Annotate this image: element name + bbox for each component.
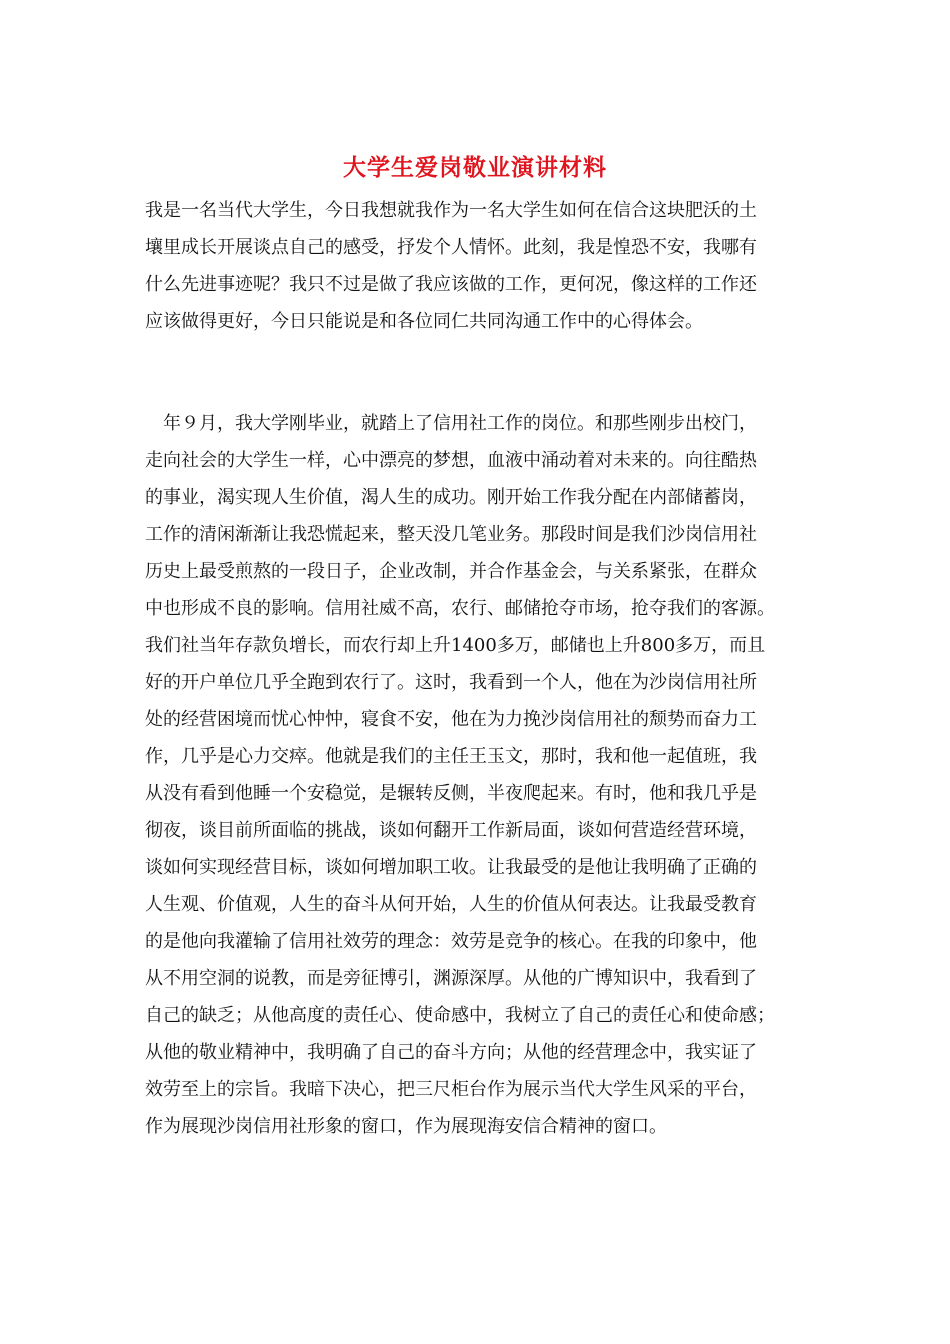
paragraph-line: 的是他向我灌输了信用社效劳的理念：效劳是竞争的核心。在我的印象中，他 bbox=[145, 931, 757, 952]
paragraph-line: 自己的缺乏；从他高度的责任心、使命感中，我树立了自己的责任心和使命感； bbox=[145, 1005, 775, 1026]
paragraph-line: 我是一名当代大学生，今日我想就我作为一名大学生如何在信合这块肥沃的土 bbox=[145, 200, 757, 221]
paragraph-line: 的事业，渴实现人生价值，渴人生的成功。刚开始工作我分配在内部储蓄岗， bbox=[145, 487, 757, 508]
paragraph-line: 谈如何实现经营目标，谈如何增加职工收。让我最受的是他让我明确了正确的 bbox=[145, 857, 757, 878]
paragraph-line: 我们社当年存款负增长，而农行却上升1400多万，邮储也上升800多万，而且 bbox=[145, 635, 766, 656]
paragraph-line: 中也形成不良的影响。信用社威不高，农行、邮储抢夺市场，抢夺我们的客源。 bbox=[145, 598, 775, 619]
paragraph-line: 好的开户单位几乎全跑到农行了。这时，我看到一个人，他在为沙岗信用社所 bbox=[145, 672, 757, 693]
paragraph-line: 工作的清闲渐渐让我恐慌起来，整天没几笔业务。那段时间是我们沙岗信用社 bbox=[145, 524, 757, 545]
paragraph-line: 什么先进事迹呢？我只不过是做了我应该做的工作，更何况，像这样的工作还 bbox=[145, 274, 757, 295]
paragraph-line: 处的经营困境而忧心忡忡，寝食不安，他在为力挽沙岗信用社的颓势而奋力工 bbox=[145, 709, 757, 730]
paragraph-line: 年９月，我大学刚毕业，就踏上了信用社工作的岗位。和那些刚步出校门， bbox=[145, 413, 757, 434]
paragraph-line: 效劳至上的宗旨。我暗下决心，把三尺柜台作为展示当代大学生风采的平台， bbox=[145, 1079, 757, 1100]
paragraph-line: 从他的敬业精神中，我明确了自己的奋斗方向；从他的经营理念中，我实证了 bbox=[145, 1042, 757, 1063]
paragraph-line: 从不用空洞的说教，而是旁征博引，渊源深厚。从他的广博知识中，我看到了 bbox=[145, 968, 757, 989]
paragraph-line: 应该做得更好，今日只能说是和各位同仁共同沟通工作中的心得体会。 bbox=[145, 311, 703, 332]
paragraph-line: 壤里成长开展谈点自己的感受，抒发个人情怀。此刻，我是惶恐不安，我哪有 bbox=[145, 237, 757, 258]
document-title: 大学生爱岗敬业演讲材料 bbox=[343, 154, 607, 181]
paragraph-line: 彻夜，谈目前所面临的挑战，谈如何翻开工作新局面，谈如何营造经营环境， bbox=[145, 820, 757, 841]
paragraph-story bbox=[145, 405, 810, 1145]
paragraph-intro bbox=[145, 192, 810, 340]
paragraph-line: 人生观、价值观，人生的奋斗从何开始，人生的价值从何表达。让我最受教育 bbox=[145, 894, 757, 915]
paragraph-line: 走向社会的大学生一样，心中漂亮的梦想，血液中涌动着对未来的。向往酷热 bbox=[145, 450, 757, 471]
paragraph-line: 从没有看到他睡一个安稳觉，是辗转反侧，半夜爬起来。有时，他和我几乎是 bbox=[145, 783, 757, 804]
paragraph-line: 历史上最受煎熬的一段日子，企业改制，并合作基金会，与关系紧张，在群众 bbox=[145, 561, 757, 582]
paragraph-line: 作，几乎是心力交瘁。他就是我们的主任王玉文，那时，我和他一起值班，我 bbox=[145, 746, 757, 767]
paragraph-line: 作为展现沙岗信用社形象的窗口，作为展现海安信合精神的窗口。 bbox=[145, 1116, 667, 1137]
